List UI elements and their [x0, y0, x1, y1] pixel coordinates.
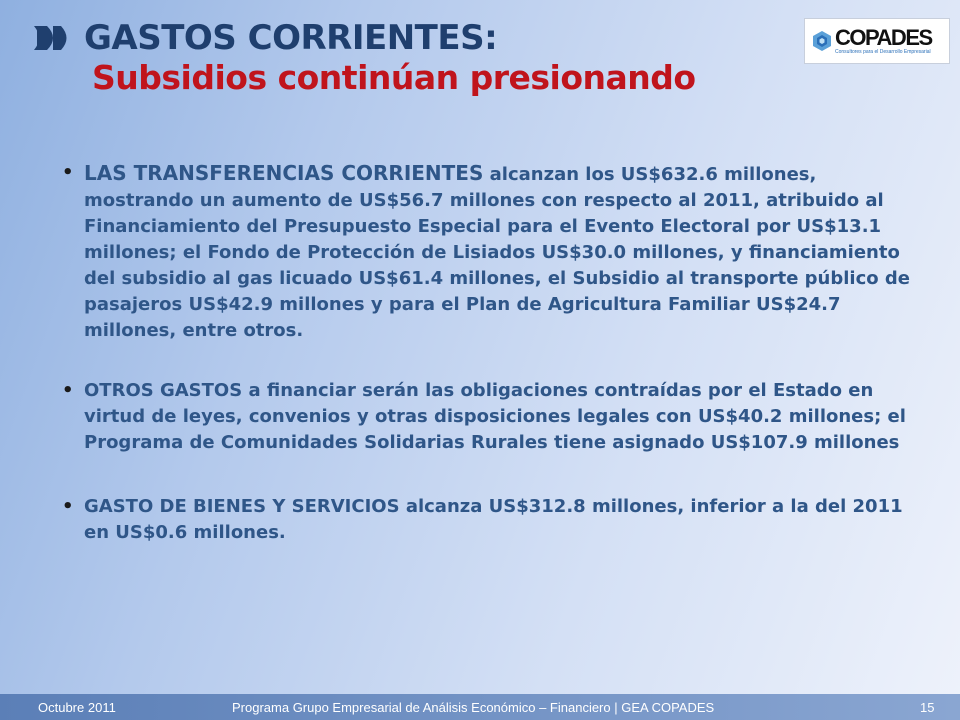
bullet-lead: LAS TRANSFERENCIAS CORRIENTES — [84, 161, 484, 185]
logo-text-group — [835, 27, 932, 55]
slide-title-area — [32, 18, 792, 97]
footer-program: Programa Grupo Empresarial de Análisis Económico – Financiero | GEA COPADES — [232, 700, 715, 715]
bullet-lead: OTROS GASTOS — [84, 380, 243, 401]
bullet-dot-icon: • — [62, 496, 74, 517]
bullet-bienes-servicios — [60, 494, 930, 546]
bullet-text: a financiar serán las obligaciones contraídas por el Estado en virtud de leyes, convenios y otras disposiciones legales con US$40.2 millones; el Programa de Comunidades Solidarias Rurales tiene asignado US$107.9 millones — [84, 380, 906, 453]
bullet-text: alcanzan los US$632.6 millones, mostrando un aumento de US$56.7 millones con respecto al 2011, atribuido al Financiamiento del Presupuesto Especial para el Evento Electoral por US$13.1 millones; el Fondo de Protección de Lisiados US$30.0 millones, y financiamiento del subsidio al gas licuado US$61.4 millones, el Subsidio al transporte público de pasajeros US$42.9 millones y para el Plan de Agricultura Familiar US$24.7 millones, entre otros. — [84, 164, 910, 341]
copades-logo — [804, 18, 950, 64]
slide-content — [60, 160, 930, 546]
page-subtitle: Subsidios continúan presionando — [92, 58, 696, 97]
footer-date: Octubre 2011 — [38, 700, 116, 715]
bullet-text: alcanza US$312.8 millones, inferior a la del 2011 en US$0.6 millones. — [84, 496, 903, 543]
bullet-dot-icon: • — [62, 162, 74, 183]
logo-text: COPADES — [835, 25, 932, 50]
page-title: GASTOS CORRIENTES: — [84, 18, 498, 58]
bullet-dot-icon: • — [62, 380, 74, 401]
bullet-otros-gastos — [60, 378, 930, 456]
title-row — [32, 18, 792, 58]
bullet-lead: GASTO DE BIENES Y SERVICIOS — [84, 496, 400, 517]
slide-footer — [0, 694, 960, 720]
hexagon-logo-icon — [811, 30, 833, 52]
bullet-transferencias — [60, 160, 930, 344]
double-chevron-icon — [32, 24, 72, 52]
logo-tagline: Consultores para el Desarrollo Empresarial — [835, 49, 931, 55]
page-number: 15 — [920, 700, 935, 715]
